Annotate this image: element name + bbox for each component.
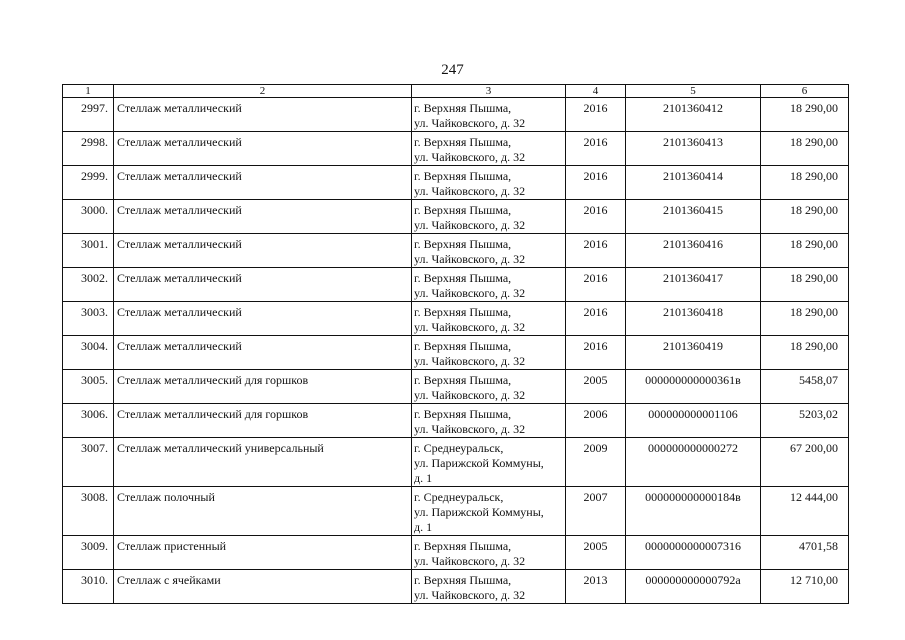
row-number: 3006. bbox=[63, 404, 114, 438]
row-number: 2997. bbox=[63, 98, 114, 132]
address-line: г. Среднеуральск, bbox=[414, 490, 504, 504]
item-year: 2013 bbox=[566, 570, 626, 604]
table-row bbox=[63, 404, 849, 438]
inventory-number: 2101360414 bbox=[626, 166, 761, 200]
table-row bbox=[63, 132, 849, 166]
address-line: г. Верхняя Пышма, bbox=[414, 373, 512, 387]
address-line: г. Верхняя Пышма, bbox=[414, 271, 512, 285]
inventory-number: 2101360416 bbox=[626, 234, 761, 268]
address-line: ул. Чайковского, д. 32 bbox=[414, 354, 526, 368]
address-line: ул. Чайковского, д. 32 bbox=[414, 252, 526, 266]
address-line: г. Верхняя Пышма, bbox=[414, 407, 512, 421]
address-line: ул. Чайковского, д. 32 bbox=[414, 184, 526, 198]
row-number: 3002. bbox=[63, 268, 114, 302]
column-header-1: 1 bbox=[63, 85, 114, 98]
column-header-5: 5 bbox=[626, 85, 761, 98]
inventory-number: 2101360415 bbox=[626, 200, 761, 234]
item-name: Стеллаж металлический bbox=[114, 132, 412, 166]
address-line: ул. Чайковского, д. 32 bbox=[414, 320, 526, 334]
item-address bbox=[412, 98, 566, 132]
table-row bbox=[63, 570, 849, 604]
item-cost: 18 290,00 bbox=[761, 302, 849, 336]
item-cost: 4701,58 bbox=[761, 536, 849, 570]
table-row bbox=[63, 98, 849, 132]
item-address bbox=[412, 438, 566, 487]
address-line: г. Верхняя Пышма, bbox=[414, 101, 512, 115]
address-line: г. Верхняя Пышма, bbox=[414, 573, 512, 587]
address-line: ул. Парижской Коммуны, bbox=[414, 505, 544, 519]
address-line: г. Верхняя Пышма, bbox=[414, 135, 512, 149]
address-line: г. Верхняя Пышма, bbox=[414, 203, 512, 217]
address-line: ул. Чайковского, д. 32 bbox=[414, 116, 526, 130]
table-row bbox=[63, 268, 849, 302]
item-address bbox=[412, 268, 566, 302]
address-line: г. Среднеуральск, bbox=[414, 441, 504, 455]
item-year: 2006 bbox=[566, 404, 626, 438]
item-year: 2007 bbox=[566, 487, 626, 536]
address-line: ул. Чайковского, д. 32 bbox=[414, 218, 526, 232]
item-year: 2016 bbox=[566, 302, 626, 336]
item-cost: 18 290,00 bbox=[761, 336, 849, 370]
address-line: ул. Чайковского, д. 32 bbox=[414, 554, 526, 568]
item-name: Стеллаж металлический bbox=[114, 302, 412, 336]
item-cost: 12 444,00 bbox=[761, 487, 849, 536]
header-row bbox=[63, 85, 849, 98]
item-cost: 18 290,00 bbox=[761, 200, 849, 234]
row-number: 3004. bbox=[63, 336, 114, 370]
item-name: Стеллаж металлический bbox=[114, 98, 412, 132]
table-row bbox=[63, 234, 849, 268]
inventory-number: 2101360419 bbox=[626, 336, 761, 370]
table-row bbox=[63, 487, 849, 536]
inventory-number: 2101360413 bbox=[626, 132, 761, 166]
address-line: д. 1 bbox=[414, 520, 433, 534]
address-line: ул. Чайковского, д. 32 bbox=[414, 388, 526, 402]
item-cost: 18 290,00 bbox=[761, 234, 849, 268]
item-cost: 18 290,00 bbox=[761, 166, 849, 200]
item-year: 2005 bbox=[566, 370, 626, 404]
item-cost: 12 710,00 bbox=[761, 570, 849, 604]
item-name: Стеллаж металлический bbox=[114, 336, 412, 370]
item-address bbox=[412, 302, 566, 336]
item-name: Стеллаж полочный bbox=[114, 487, 412, 536]
address-line: г. Верхняя Пышма, bbox=[414, 539, 512, 553]
table-row bbox=[63, 336, 849, 370]
table-row bbox=[63, 536, 849, 570]
item-name: Стеллаж металлический bbox=[114, 234, 412, 268]
column-header-4: 4 bbox=[566, 85, 626, 98]
item-name: Стеллаж металлический bbox=[114, 268, 412, 302]
row-number: 3009. bbox=[63, 536, 114, 570]
item-name: Стеллаж металлический для горшков bbox=[114, 404, 412, 438]
inventory-number: 000000000000792а bbox=[626, 570, 761, 604]
address-line: ул. Чайковского, д. 32 bbox=[414, 150, 526, 164]
item-year: 2009 bbox=[566, 438, 626, 487]
inventory-number: 2101360418 bbox=[626, 302, 761, 336]
address-line: ул. Парижской Коммуны, bbox=[414, 456, 544, 470]
item-address bbox=[412, 404, 566, 438]
row-number: 2998. bbox=[63, 132, 114, 166]
item-address bbox=[412, 536, 566, 570]
inventory-number: 000000000000272 bbox=[626, 438, 761, 487]
table-row bbox=[63, 200, 849, 234]
row-number: 3010. bbox=[63, 570, 114, 604]
inventory-number: 2101360412 bbox=[626, 98, 761, 132]
column-header-3: 3 bbox=[412, 85, 566, 98]
item-cost: 5458,07 bbox=[761, 370, 849, 404]
table-row bbox=[63, 166, 849, 200]
inventory-number: 0000000000007316 bbox=[626, 536, 761, 570]
table-row bbox=[63, 438, 849, 487]
item-address bbox=[412, 370, 566, 404]
address-line: д. 1 bbox=[414, 471, 433, 485]
item-address bbox=[412, 166, 566, 200]
item-year: 2016 bbox=[566, 166, 626, 200]
item-year: 2016 bbox=[566, 336, 626, 370]
address-line: ул. Чайковского, д. 32 bbox=[414, 588, 526, 602]
address-line: г. Верхняя Пышма, bbox=[414, 305, 512, 319]
item-cost: 18 290,00 bbox=[761, 268, 849, 302]
item-cost: 67 200,00 bbox=[761, 438, 849, 487]
item-cost: 18 290,00 bbox=[761, 98, 849, 132]
item-year: 2016 bbox=[566, 268, 626, 302]
address-line: ул. Чайковского, д. 32 bbox=[414, 286, 526, 300]
item-cost: 5203,02 bbox=[761, 404, 849, 438]
item-year: 2016 bbox=[566, 98, 626, 132]
item-address bbox=[412, 132, 566, 166]
inventory-number: 000000000001106 bbox=[626, 404, 761, 438]
item-year: 2016 bbox=[566, 234, 626, 268]
row-number: 3007. bbox=[63, 438, 114, 487]
row-number: 3008. bbox=[63, 487, 114, 536]
item-address bbox=[412, 200, 566, 234]
table-row bbox=[63, 302, 849, 336]
item-address bbox=[412, 336, 566, 370]
item-name: Стеллаж пристенный bbox=[114, 536, 412, 570]
item-cost: 18 290,00 bbox=[761, 132, 849, 166]
address-line: г. Верхняя Пышма, bbox=[414, 339, 512, 353]
item-name: Стеллаж металлический универсальный bbox=[114, 438, 412, 487]
item-name: Стеллаж металлический bbox=[114, 200, 412, 234]
item-year: 2005 bbox=[566, 536, 626, 570]
item-address bbox=[412, 234, 566, 268]
inventory-table bbox=[62, 84, 849, 604]
inventory-number: 000000000000184в bbox=[626, 487, 761, 536]
table-row bbox=[63, 370, 849, 404]
row-number: 3003. bbox=[63, 302, 114, 336]
item-name: Стеллаж с ячейками bbox=[114, 570, 412, 604]
page-number: 247 bbox=[441, 62, 464, 78]
item-address bbox=[412, 570, 566, 604]
row-number: 2999. bbox=[63, 166, 114, 200]
row-number: 3005. bbox=[63, 370, 114, 404]
row-number: 3001. bbox=[63, 234, 114, 268]
inventory-number: 000000000000361в bbox=[626, 370, 761, 404]
item-name: Стеллаж металлический bbox=[114, 166, 412, 200]
row-number: 3000. bbox=[63, 200, 114, 234]
column-header-6: 6 bbox=[761, 85, 849, 98]
item-year: 2016 bbox=[566, 200, 626, 234]
item-year: 2016 bbox=[566, 132, 626, 166]
address-line: г. Верхняя Пышма, bbox=[414, 169, 512, 183]
item-address bbox=[412, 487, 566, 536]
inventory-number: 2101360417 bbox=[626, 268, 761, 302]
address-line: г. Верхняя Пышма, bbox=[414, 237, 512, 251]
item-name: Стеллаж металлический для горшков bbox=[114, 370, 412, 404]
address-line: ул. Чайковского, д. 32 bbox=[414, 422, 526, 436]
column-header-2: 2 bbox=[114, 85, 412, 98]
